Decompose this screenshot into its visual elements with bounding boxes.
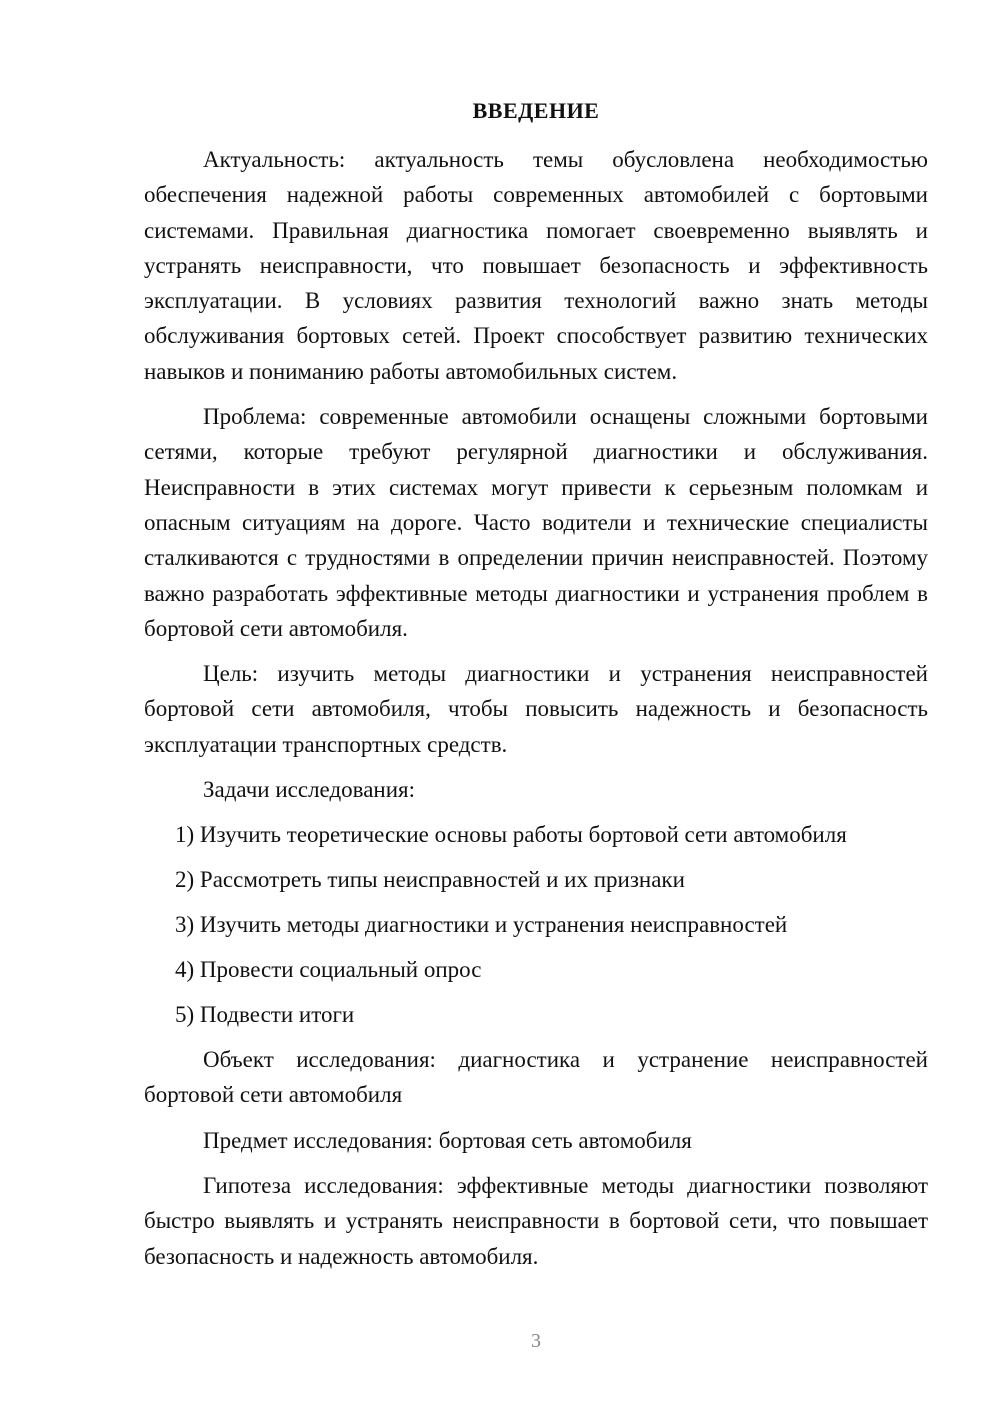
list-item: 2) Рассмотреть типы неисправностей и их признаки	[175, 867, 685, 893]
list-item: 5) Подвести итоги	[175, 1002, 355, 1028]
object-paragraph: Объект исследования: диагностика и устранение неисправностей бортовой сети автомобиля	[144, 1047, 928, 1108]
list-item: 4) Провести социальный опрос	[175, 957, 482, 983]
goal-paragraph: Цель: изучить методы диагностики и устранения неисправностей бортовой сети автомобиля, чтобы повысить надежность и безопасность эксплуатации транспортных средств.	[144, 661, 928, 757]
hypothesis-paragraph: Гипотеза исследования: эффективные методы диагностики позволяют быстро выявлять и устранять неисправности в бортовой сети, что повышает безопасность и надежность автомобиля.	[144, 1172, 928, 1269]
tasks-list	[144, 817, 928, 1032]
relevance-paragraph: Актуальность: актуальность темы обусловлена необходимостью обеспечения надежной работы современных автомобилей с бортовыми системами. Правильная диагностика помогает своевременно выявлять и устранять неисправности, что повышает безопасность и эффективность эксплуатации. В условиях развития технологий важно знать методы обслуживания бортовых сетей. Проект способствует развитию технических навыков и пониманию работы автомобильных систем.	[144, 147, 928, 384]
problem-paragraph: Проблема: современные автомобили оснащены сложными бортовыми сетями, которые требуют регулярной диагностики и обслуживания. Неисправности в этих системах могут привести к серьезным поломкам и опасным ситуациям на дороге. Часто водители и технические специалисты сталкиваются с трудностями в определении причин неисправностей. Поэтому важно разработать эффективные методы диагностики и устранения проблем в бортовой сети автомобиля.	[144, 404, 928, 641]
list-item: 1) Изучить теоретические основы работы бортовой сети автомобиля	[175, 822, 847, 848]
subject-paragraph: Предмет исследования: бортовая сеть автомобиля	[203, 1127, 692, 1153]
document-body	[144, 94, 928, 1284]
page-number: 3	[531, 1330, 541, 1352]
list-item: 3) Изучить методы диагностики и устранения неисправностей	[175, 912, 788, 938]
tasks-heading: Задачи исследования:	[203, 777, 416, 803]
page-title: ВВЕДЕНИЕ	[472, 98, 600, 123]
